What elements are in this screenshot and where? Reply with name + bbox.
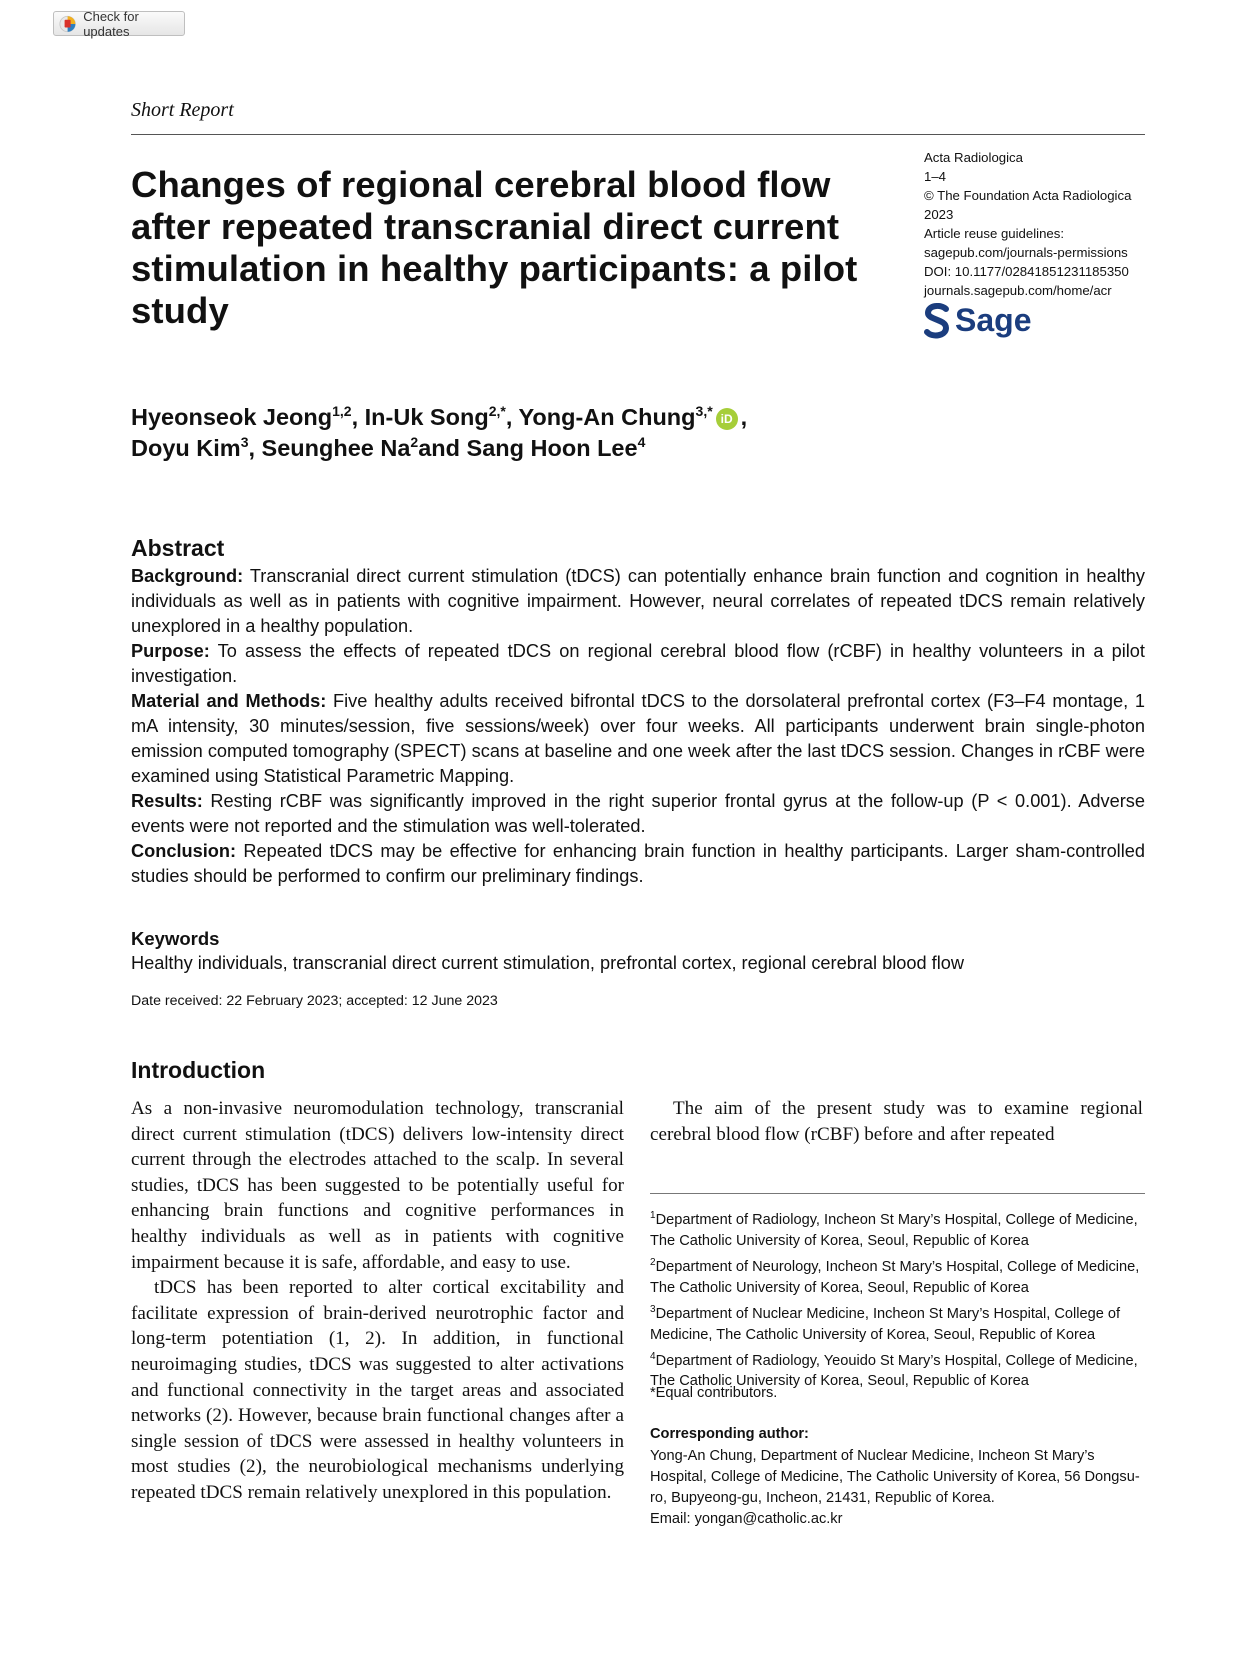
- corresponding-address: Yong-An Chung, Department of Nuclear Medicine, Incheon St Mary’s Hospital, College of Medicine, The Catholic University of Korea, 56 Dongsu-ro, Bupyeong-gu, Incheon, 21431, Republic of Korea.: [650, 1448, 1140, 1506]
- affiliation-number: 4: [650, 1350, 656, 1362]
- author-name[interactable]: Seunghee Na: [261, 435, 411, 461]
- author-affil: 3,*: [695, 403, 713, 420]
- abstract-body: [131, 564, 1145, 889]
- abstract-methods: [131, 689, 1145, 789]
- author-affil: 2: [410, 434, 419, 451]
- left-column: [131, 1096, 624, 1506]
- abstract-background: [131, 564, 1145, 639]
- author-sep: ,: [505, 404, 519, 430]
- year: 2023: [924, 207, 954, 222]
- affiliation-text: Department of Radiology, Incheon St Mary’s Hospital, College of Medicine, The Catholic University of Korea, Seoul, Republic of Korea: [650, 1211, 1138, 1249]
- reuse-label: Article reuse guidelines:: [924, 226, 1065, 241]
- author-name[interactable]: Hyeonseok Jeong: [131, 404, 333, 430]
- doi-link[interactable]: DOI: 10.1177/02841851231185350: [924, 264, 1129, 279]
- abstract-results: [131, 789, 1145, 839]
- affiliation-number: 2: [650, 1256, 656, 1268]
- methods-text: Five healthy adults received bifrontal tDCS to the dorsolateral prefrontal cortex (F3–F4 montage, 1 mA intensity, 30 minutes/session, five sessions/week) over four weeks. All participants underwent brain single-photon emission computed tomography (SPECT) scans at baseline and one week after the last tDCS session. Changes in rCBF were examined using Statistical Parametric Mapping.: [131, 691, 1146, 786]
- affiliation-text: Department of Neurology, Incheon St Mary’s Hospital, College of Medicine, The Catholic University of Korea, Seoul, Republic of Korea: [650, 1258, 1140, 1296]
- purpose-text: To assess the effects of repeated tDCS on regional cerebral blood flow (rCBF) in healthy volunteers in a pilot investigation.: [131, 641, 1145, 686]
- results-label: Results:: [131, 791, 203, 811]
- affiliation-number: 3: [650, 1303, 656, 1315]
- results-text: Resting rCBF was significantly improved in the right superior frontal gyrus at the follow-up (P < 0.001). Adverse events were not reported and the stimulation was well-tolerated.: [131, 791, 1145, 836]
- reuse-link[interactable]: sagepub.com/journals-permissions: [924, 245, 1128, 260]
- affiliations: [650, 1205, 1150, 1392]
- abstract-conclusion: [131, 839, 1145, 889]
- author-sep: ,: [351, 404, 365, 430]
- author-sep: ,: [740, 404, 748, 430]
- sage-logo: [924, 302, 1031, 339]
- journal-name: Acta Radiologica: [924, 150, 1023, 165]
- background-text: Transcranial direct current stimulation (tDCS) can potentially enhance brain function and cognition in healthy individuals as well as in patients with cognitive impairment. However, neural correlates of repeated tDCS remain relatively unexplored in a healthy population.: [131, 566, 1145, 636]
- right-column: [650, 1096, 1143, 1147]
- journal-homepage-link[interactable]: journals.sagepub.com/home/acr: [924, 283, 1112, 298]
- affiliation: [650, 1205, 1150, 1252]
- intro-paragraph: The aim of the present study was to examine regional cerebral blood flow (rCBF) before and after repeated: [650, 1098, 1143, 1145]
- intro-paragraph: tDCS has been reported to alter cortical excitability and facilitate expression of brain-derived neurotrophic factor and long-term potentiation (1, 2). In addition, in functional neuroimaging studies, tDCS was suggested to alter activations and functional connectivity in the target areas and associated networks (2). However, because brain functional changes after a single session of tDCS were assessed in healthy volunteers in most studies (2), the neurobiological mechanisms underlying repeated tDCS remain relatively unexplored in this population.: [131, 1277, 624, 1503]
- corresponding-email[interactable]: Email: yongan@catholic.ac.kr: [650, 1511, 843, 1527]
- footnote-divider: [650, 1193, 1145, 1194]
- keywords-heading: Keywords: [131, 928, 220, 949]
- purpose-label: Purpose:: [131, 641, 210, 661]
- keywords-text: Healthy individuals, transcranial direct current stimulation, prefrontal cortex, regional cerebral blood flow: [131, 953, 964, 973]
- author-name[interactable]: Doyu Kim: [131, 435, 241, 461]
- check-for-updates-label: Check for updates: [83, 8, 139, 39]
- check-for-updates-button[interactable]: [53, 8, 185, 39]
- abstract-purpose: [131, 639, 1145, 689]
- update-badge-icon: [59, 15, 76, 33]
- article-title: Changes of regional cerebral blood flow after repeated transcranial direct current stimulation in healthy participants: a pilot study: [131, 164, 858, 331]
- author-affil: 2,*: [488, 403, 506, 420]
- affiliation: [650, 1299, 1150, 1346]
- corresponding-author: [650, 1446, 1150, 1530]
- affiliation: [650, 1252, 1150, 1299]
- author-list: [131, 402, 1031, 464]
- affiliation-text: Department of Nuclear Medicine, Incheon St Mary’s Hospital, College of Medicine, The Catholic University of Korea, Seoul, Republic of Korea: [650, 1305, 1121, 1343]
- orcid-icon[interactable]: iD: [716, 408, 738, 430]
- page-range: 1–4: [924, 169, 947, 184]
- sage-wordmark: Sage: [955, 302, 1032, 338]
- conclusion-label: Conclusion:: [131, 841, 237, 861]
- author-name[interactable]: and Sang Hoon Lee: [418, 435, 638, 461]
- author-name[interactable]: In-Uk Song: [364, 404, 489, 430]
- received-dates: Date received: 22 February 2023; accepted: 12 June 2023: [131, 993, 498, 1009]
- author-affil: 1,2: [332, 403, 352, 420]
- corresponding-heading: Corresponding author:: [650, 1426, 809, 1442]
- background-label: Background:: [131, 566, 244, 586]
- affiliation-text: Department of Radiology, Yeouido St Mary’s Hospital, College of Medicine, The Catholic University of Korea, Seoul, Republic of Korea: [650, 1352, 1138, 1390]
- header-divider: [131, 134, 1145, 135]
- affiliation-number: 1: [650, 1210, 656, 1221]
- author-name[interactable]: Yong-An Chung: [518, 404, 696, 430]
- sage-s-icon: [924, 303, 950, 339]
- journal-meta: [924, 148, 1154, 300]
- equal-contributors-note: *Equal contributors.: [650, 1385, 778, 1401]
- methods-label: Material and Methods:: [131, 691, 327, 711]
- intro-paragraph: As a non-invasive neuromodulation technology, transcranial direct current stimulation (tDCS) delivers low-intensity direct current through the electrodes attached to the scalp. In several studies, tDCS has been suggested to be potentially useful for enhancing brain functions and cognitive performances in healthy individuals as well as in patients with cognitive impairment because it is safe, affordable, and easy to use.: [131, 1098, 624, 1273]
- copyright: © The Foundation Acta Radiologica: [924, 188, 1132, 203]
- conclusion-text: Repeated tDCS may be effective for enhancing brain function in healthy participants. Larger sham-controlled studies should be performed to confirm our preliminary findings.: [131, 841, 1145, 886]
- author-sep: ,: [248, 435, 262, 461]
- introduction-heading: Introduction: [131, 1057, 266, 1083]
- author-affil: 4: [637, 434, 646, 451]
- article-type: Short Report: [131, 99, 234, 121]
- abstract-heading: Abstract: [131, 535, 225, 561]
- author-affil: 3: [240, 434, 249, 451]
